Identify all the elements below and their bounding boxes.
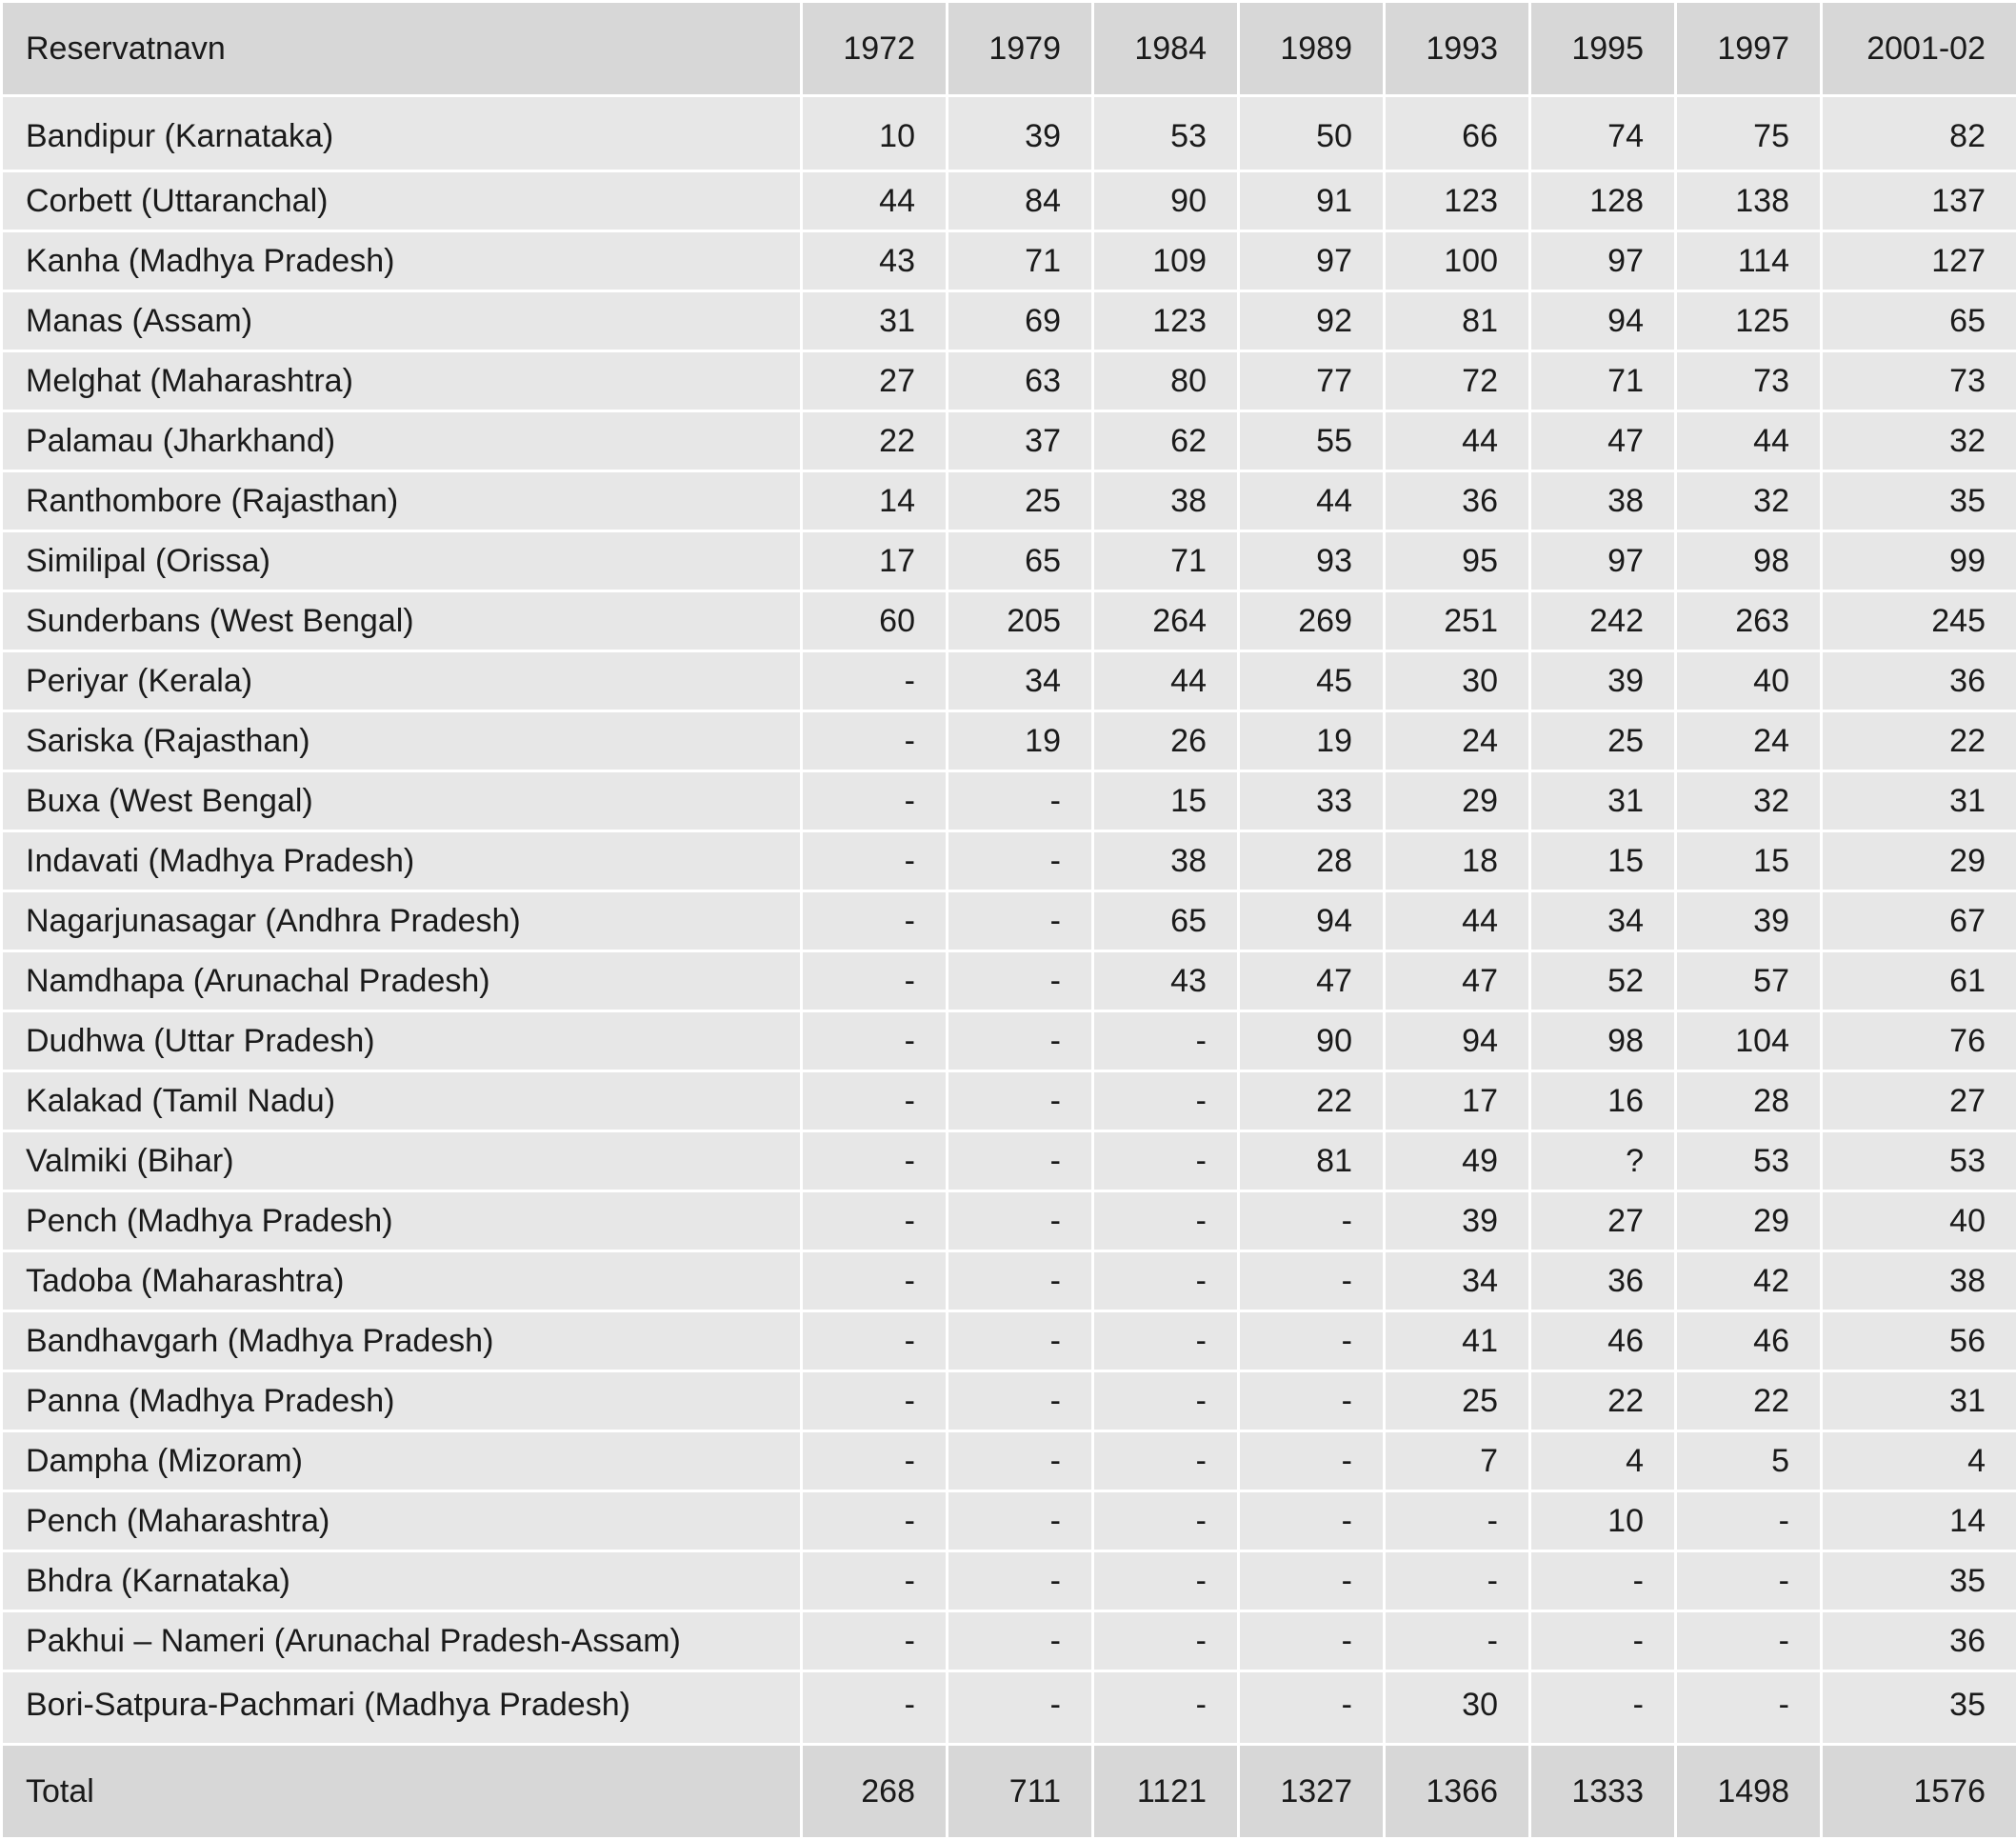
tiger-count-cell: 74 [1530, 96, 1676, 171]
tiger-count-cell: - [1239, 1431, 1385, 1491]
tiger-count-cell: - [1093, 1371, 1239, 1431]
tiger-count-cell: 73 [1822, 351, 2016, 411]
tiger-count-cell: - [948, 1371, 1093, 1431]
reserve-name-cell: Dampha (Mizoram) [2, 1431, 802, 1491]
tiger-count-cell: 73 [1676, 351, 1822, 411]
tiger-count-cell: 128 [1530, 171, 1676, 231]
table-row [2, 351, 2016, 411]
tiger-count-cell: 137 [1822, 171, 2016, 231]
total-label: Total [2, 1745, 802, 1839]
tiger-count-cell: 49 [1385, 1131, 1530, 1191]
tiger-count-cell: 205 [948, 591, 1093, 651]
tiger-count-cell: - [802, 1371, 948, 1431]
tiger-count-cell: 44 [1676, 411, 1822, 471]
table-row [2, 231, 2016, 291]
tiger-count-cell: 245 [1822, 591, 2016, 651]
table-row [2, 891, 2016, 951]
table-row [2, 1431, 2016, 1491]
tiger-count-cell: - [1093, 1251, 1239, 1311]
tiger-count-cell: 46 [1530, 1311, 1676, 1371]
tiger-count-cell: - [948, 1611, 1093, 1671]
tiger-count-cell: - [1676, 1671, 1822, 1745]
table-row [2, 1071, 2016, 1131]
tiger-count-cell: 269 [1239, 591, 1385, 651]
tiger-count-cell: - [1676, 1551, 1822, 1611]
table-row [2, 1191, 2016, 1251]
tiger-count-cell: 53 [1093, 96, 1239, 171]
table-row [2, 1371, 2016, 1431]
tiger-count-cell: 66 [1385, 96, 1530, 171]
tiger-count-cell: - [802, 1191, 948, 1251]
tiger-count-cell: 100 [1385, 231, 1530, 291]
tiger-count-cell: 97 [1530, 231, 1676, 291]
reserve-name-cell: Nagarjunasagar (Andhra Pradesh) [2, 891, 802, 951]
tiger-count-cell: - [1239, 1191, 1385, 1251]
tiger-count-cell: - [1093, 1131, 1239, 1191]
tiger-count-cell: - [802, 711, 948, 771]
reserve-name-cell: Panna (Madhya Pradesh) [2, 1371, 802, 1431]
tiger-count-cell: 44 [1385, 411, 1530, 471]
tiger-count-cell: 93 [1239, 531, 1385, 591]
column-header-year: 1979 [948, 2, 1093, 96]
tiger-count-cell: 94 [1530, 291, 1676, 351]
tiger-count-cell: - [948, 1311, 1093, 1371]
reserve-name-cell: Valmiki (Bihar) [2, 1131, 802, 1191]
tiger-count-cell: 52 [1530, 951, 1676, 1011]
table-row [2, 1131, 2016, 1191]
tiger-count-cell: 15 [1676, 831, 1822, 891]
table-row [2, 411, 2016, 471]
tiger-count-cell: - [802, 651, 948, 711]
table-row [2, 1671, 2016, 1745]
tiger-count-cell: 75 [1676, 96, 1822, 171]
tiger-count-cell: 27 [802, 351, 948, 411]
tiger-count-cell: 16 [1530, 1071, 1676, 1131]
tiger-count-cell: - [1093, 1431, 1239, 1491]
tiger-count-cell: 98 [1676, 531, 1822, 591]
reserve-name-cell: Tadoba (Maharashtra) [2, 1251, 802, 1311]
tiger-count-cell: 65 [1822, 291, 2016, 351]
table-row [2, 951, 2016, 1011]
header-row [2, 2, 2016, 96]
tiger-count-cell: 22 [1822, 711, 2016, 771]
tiger-count-cell: 65 [948, 531, 1093, 591]
tiger-count-cell: 34 [1530, 891, 1676, 951]
tiger-count-cell: 5 [1676, 1431, 1822, 1491]
tiger-count-cell: 35 [1822, 471, 2016, 531]
tiger-count-cell: 38 [1093, 471, 1239, 531]
tiger-count-cell: 71 [1530, 351, 1676, 411]
tiger-count-cell: - [1093, 1011, 1239, 1071]
tiger-count-cell: - [802, 1071, 948, 1131]
table-row [2, 171, 2016, 231]
tiger-count-cell: - [802, 1011, 948, 1071]
tiger-count-cell: 27 [1822, 1071, 2016, 1131]
reserve-name-cell: Sariska (Rajasthan) [2, 711, 802, 771]
reserve-name-cell: Melghat (Maharashtra) [2, 351, 802, 411]
tiger-count-cell: - [1530, 1671, 1676, 1745]
total-cell: 1333 [1530, 1745, 1676, 1839]
tiger-count-cell: 27 [1530, 1191, 1676, 1251]
tiger-count-cell: 34 [948, 651, 1093, 711]
tiger-count-cell: 251 [1385, 591, 1530, 651]
tiger-count-cell: 50 [1239, 96, 1385, 171]
tiger-count-cell: 36 [1530, 1251, 1676, 1311]
column-header-year: 1989 [1239, 2, 1385, 96]
tiger-count-cell: 32 [1822, 411, 2016, 471]
tiger-count-cell: - [1093, 1311, 1239, 1371]
tiger-count-cell: 22 [802, 411, 948, 471]
tiger-count-cell: 31 [1530, 771, 1676, 831]
column-header-year: 2001-02 [1822, 2, 2016, 96]
tiger-count-cell: 57 [1676, 951, 1822, 1011]
tiger-count-cell: - [1530, 1551, 1676, 1611]
reserve-name-cell: Pench (Madhya Pradesh) [2, 1191, 802, 1251]
tiger-count-cell: - [948, 1431, 1093, 1491]
tiger-count-cell: 19 [1239, 711, 1385, 771]
tiger-count-cell: - [948, 1191, 1093, 1251]
tiger-count-cell: 37 [948, 411, 1093, 471]
reserve-name-cell: Bori-Satpura-Pachmari (Madhya Pradesh) [2, 1671, 802, 1745]
tiger-count-cell: 31 [1822, 1371, 2016, 1431]
tiger-count-cell: 71 [948, 231, 1093, 291]
tiger-count-cell: - [948, 1071, 1093, 1131]
tiger-count-cell: - [802, 1671, 948, 1745]
tiger-count-cell: 17 [802, 531, 948, 591]
tiger-count-cell: 77 [1239, 351, 1385, 411]
reserve-name-cell: Namdhapa (Arunachal Pradesh) [2, 951, 802, 1011]
table-row [2, 96, 2016, 171]
tiger-count-cell: - [802, 1611, 948, 1671]
tiger-count-cell: - [948, 771, 1093, 831]
total-cell: 1327 [1239, 1745, 1385, 1839]
tiger-count-cell: 19 [948, 711, 1093, 771]
tiger-count-cell: - [948, 831, 1093, 891]
total-row [2, 1745, 2016, 1839]
tiger-count-cell: - [1093, 1551, 1239, 1611]
tiger-count-cell: - [1530, 1611, 1676, 1671]
tiger-count-cell: 35 [1822, 1551, 2016, 1611]
tiger-count-cell: 61 [1822, 951, 2016, 1011]
tiger-count-cell: 92 [1239, 291, 1385, 351]
tiger-count-cell: 32 [1676, 771, 1822, 831]
tiger-count-cell: 36 [1822, 651, 2016, 711]
reserve-name-cell: Bandipur (Karnataka) [2, 96, 802, 171]
tiger-count-cell: 40 [1822, 1191, 2016, 1251]
tiger-count-cell: 43 [1093, 951, 1239, 1011]
reserve-name-cell: Kalakad (Tamil Nadu) [2, 1071, 802, 1131]
tiger-count-cell: - [1093, 1671, 1239, 1745]
tiger-count-cell: 14 [802, 471, 948, 531]
tiger-count-cell: 44 [1385, 891, 1530, 951]
table-row [2, 1551, 2016, 1611]
tiger-count-cell: - [948, 1551, 1093, 1611]
table-row [2, 711, 2016, 771]
tiger-count-cell: 30 [1385, 651, 1530, 711]
tiger-count-cell: 31 [1822, 771, 2016, 831]
tiger-count-cell: 38 [1822, 1251, 2016, 1311]
tiger-count-cell: 44 [1093, 651, 1239, 711]
tiger-count-cell: 24 [1385, 711, 1530, 771]
tiger-count-cell: 38 [1093, 831, 1239, 891]
tiger-count-cell: 25 [1530, 711, 1676, 771]
tiger-count-cell: 90 [1093, 171, 1239, 231]
column-header-year: 1984 [1093, 2, 1239, 96]
tiger-count-cell: 97 [1239, 231, 1385, 291]
tiger-count-cell: - [1676, 1491, 1822, 1551]
table-row [2, 831, 2016, 891]
tiger-count-cell: 40 [1676, 651, 1822, 711]
tiger-count-cell: - [1239, 1251, 1385, 1311]
table-row [2, 1251, 2016, 1311]
reserve-name-cell: Periyar (Kerala) [2, 651, 802, 711]
tiger-count-cell: 10 [1530, 1491, 1676, 1551]
tiger-count-cell: 28 [1676, 1071, 1822, 1131]
tiger-count-cell: 10 [802, 96, 948, 171]
tiger-count-cell: 81 [1385, 291, 1530, 351]
table-row [2, 651, 2016, 711]
tiger-count-cell: 39 [948, 96, 1093, 171]
table-body [2, 96, 2016, 1745]
tiger-count-cell: - [802, 831, 948, 891]
table-row [2, 291, 2016, 351]
tiger-count-cell: 98 [1530, 1011, 1676, 1071]
tiger-count-cell: 28 [1239, 831, 1385, 891]
tiger-count-cell: 41 [1385, 1311, 1530, 1371]
reserve-name-cell: Similipal (Orissa) [2, 531, 802, 591]
tiger-count-cell: 76 [1822, 1011, 2016, 1071]
tiger-count-cell: 104 [1676, 1011, 1822, 1071]
reserve-name-cell: Buxa (West Bengal) [2, 771, 802, 831]
tiger-count-cell: 33 [1239, 771, 1385, 831]
tiger-count-cell: 53 [1676, 1131, 1822, 1191]
tiger-count-cell: - [1239, 1551, 1385, 1611]
tiger-count-cell: 35 [1822, 1671, 2016, 1745]
total-cell: 1576 [1822, 1745, 2016, 1839]
tiger-count-cell: 46 [1676, 1311, 1822, 1371]
tiger-count-cell: 4 [1530, 1431, 1676, 1491]
tiger-count-cell: - [948, 1671, 1093, 1745]
reserve-name-cell: Sunderbans (West Bengal) [2, 591, 802, 651]
table-row [2, 1491, 2016, 1551]
tiger-count-cell: 7 [1385, 1431, 1530, 1491]
reserve-name-cell: Indavati (Madhya Pradesh) [2, 831, 802, 891]
tiger-count-cell: - [1385, 1611, 1530, 1671]
table-row [2, 471, 2016, 531]
table-row [2, 1611, 2016, 1671]
table-row [2, 531, 2016, 591]
tiger-count-cell: ? [1530, 1131, 1676, 1191]
tiger-count-cell: 109 [1093, 231, 1239, 291]
tiger-count-cell: 60 [802, 591, 948, 651]
tiger-count-cell: 95 [1385, 531, 1530, 591]
tiger-count-cell: - [1239, 1671, 1385, 1745]
reserve-name-cell: Dudhwa (Uttar Pradesh) [2, 1011, 802, 1071]
reserve-name-cell: Pench (Maharashtra) [2, 1491, 802, 1551]
tiger-count-cell: 114 [1676, 231, 1822, 291]
tiger-count-cell: 18 [1385, 831, 1530, 891]
tiger-count-cell: 82 [1822, 96, 2016, 171]
tiger-count-cell: - [802, 1311, 948, 1371]
tiger-count-cell: - [1676, 1611, 1822, 1671]
reserve-name-cell: Pakhui – Nameri (Arunachal Pradesh-Assam) [2, 1611, 802, 1671]
tiger-count-cell: 263 [1676, 591, 1822, 651]
tiger-count-cell: 44 [1239, 471, 1385, 531]
tiger-count-cell: 36 [1385, 471, 1530, 531]
tiger-count-cell: 32 [1676, 471, 1822, 531]
tiger-count-cell: 29 [1676, 1191, 1822, 1251]
tiger-count-cell: - [802, 1251, 948, 1311]
tiger-count-cell: 29 [1822, 831, 2016, 891]
tiger-count-cell: 29 [1385, 771, 1530, 831]
tiger-count-cell: 26 [1093, 711, 1239, 771]
tiger-count-cell: 65 [1093, 891, 1239, 951]
tiger-count-cell: 84 [948, 171, 1093, 231]
tiger-count-cell: - [1093, 1611, 1239, 1671]
tiger-count-cell: - [1239, 1371, 1385, 1431]
reserve-name-cell: Palamau (Jharkhand) [2, 411, 802, 471]
total-cell: 711 [948, 1745, 1093, 1839]
tiger-count-cell: - [1093, 1071, 1239, 1131]
tiger-count-cell: - [802, 951, 948, 1011]
reserve-name-cell: Corbett (Uttaranchal) [2, 171, 802, 231]
tiger-count-cell: 30 [1385, 1671, 1530, 1745]
tiger-count-cell: 17 [1385, 1071, 1530, 1131]
total-cell: 1121 [1093, 1745, 1239, 1839]
reserve-name-cell: Bhdra (Karnataka) [2, 1551, 802, 1611]
tiger-count-cell: - [802, 1551, 948, 1611]
tiger-count-cell: 38 [1530, 471, 1676, 531]
tiger-count-cell: 55 [1239, 411, 1385, 471]
tiger-count-cell: 94 [1385, 1011, 1530, 1071]
tiger-count-cell: 25 [1385, 1371, 1530, 1431]
tiger-count-cell: - [948, 1491, 1093, 1551]
tiger-count-cell: 138 [1676, 171, 1822, 231]
tiger-count-cell: - [1093, 1491, 1239, 1551]
column-header-reserve-name: Reservatnavn [2, 2, 802, 96]
tiger-count-cell: 36 [1822, 1611, 2016, 1671]
tiger-count-cell: 91 [1239, 171, 1385, 231]
tiger-count-cell: 39 [1385, 1191, 1530, 1251]
tiger-count-cell: 69 [948, 291, 1093, 351]
tiger-count-cell: - [802, 891, 948, 951]
column-header-year: 1995 [1530, 2, 1676, 96]
tiger-count-cell: 31 [802, 291, 948, 351]
tiger-count-cell: 53 [1822, 1131, 2016, 1191]
reserve-name-cell: Ranthombore (Rajasthan) [2, 471, 802, 531]
tiger-count-cell: 4 [1822, 1431, 2016, 1491]
reserve-name-cell: Kanha (Madhya Pradesh) [2, 231, 802, 291]
tiger-count-cell: - [1239, 1311, 1385, 1371]
table-row [2, 771, 2016, 831]
tiger-count-cell: - [802, 1491, 948, 1551]
tiger-count-cell: 71 [1093, 531, 1239, 591]
tiger-count-cell: - [948, 1131, 1093, 1191]
tiger-count-cell: 22 [1239, 1071, 1385, 1131]
tiger-count-cell: 127 [1822, 231, 2016, 291]
tiger-count-cell: - [1093, 1191, 1239, 1251]
tiger-count-cell: 72 [1385, 351, 1530, 411]
tiger-count-cell: 43 [802, 231, 948, 291]
tiger-count-cell: 15 [1093, 771, 1239, 831]
column-header-year: 1972 [802, 2, 948, 96]
tiger-count-cell: 242 [1530, 591, 1676, 651]
tiger-count-cell: - [948, 1251, 1093, 1311]
tiger-count-cell: 81 [1239, 1131, 1385, 1191]
tiger-count-cell: - [948, 1011, 1093, 1071]
tiger-count-cell: - [948, 891, 1093, 951]
tiger-count-cell: 34 [1385, 1251, 1530, 1311]
tiger-count-cell: 47 [1530, 411, 1676, 471]
table-row [2, 1311, 2016, 1371]
tiger-count-cell: 39 [1676, 891, 1822, 951]
tiger-count-cell: 47 [1385, 951, 1530, 1011]
tiger-count-cell: 25 [948, 471, 1093, 531]
tiger-count-cell: - [1239, 1491, 1385, 1551]
column-header-year: 1993 [1385, 2, 1530, 96]
tiger-count-cell: 123 [1385, 171, 1530, 231]
tiger-count-cell: - [948, 951, 1093, 1011]
total-cell: 268 [802, 1745, 948, 1839]
tiger-count-cell: 15 [1530, 831, 1676, 891]
tiger-count-cell: 39 [1530, 651, 1676, 711]
tiger-count-cell: 24 [1676, 711, 1822, 771]
column-header-year: 1997 [1676, 2, 1822, 96]
tiger-count-cell: 14 [1822, 1491, 2016, 1551]
tiger-count-cell: 94 [1239, 891, 1385, 951]
tiger-count-cell: 90 [1239, 1011, 1385, 1071]
tiger-count-cell: - [1385, 1491, 1530, 1551]
tiger-count-cell: 22 [1676, 1371, 1822, 1431]
total-cell: 1498 [1676, 1745, 1822, 1839]
tiger-count-cell: 67 [1822, 891, 2016, 951]
tiger-count-cell: 97 [1530, 531, 1676, 591]
table-row [2, 591, 2016, 651]
tiger-count-cell: - [1385, 1551, 1530, 1611]
tiger-count-cell: 45 [1239, 651, 1385, 711]
tiger-count-cell: - [802, 771, 948, 831]
tiger-count-cell: 125 [1676, 291, 1822, 351]
tiger-count-cell: 42 [1676, 1251, 1822, 1311]
reserve-name-cell: Manas (Assam) [2, 291, 802, 351]
tiger-count-cell: 80 [1093, 351, 1239, 411]
tiger-count-cell: 22 [1530, 1371, 1676, 1431]
reserve-name-cell: Bandhavgarh (Madhya Pradesh) [2, 1311, 802, 1371]
table-row [2, 1011, 2016, 1071]
tiger-count-cell: 264 [1093, 591, 1239, 651]
tiger-count-cell: 47 [1239, 951, 1385, 1011]
tiger-count-cell: 62 [1093, 411, 1239, 471]
tiger-count-cell: - [1239, 1611, 1385, 1671]
total-cell: 1366 [1385, 1745, 1530, 1839]
tiger-count-cell: 44 [802, 171, 948, 231]
tiger-count-cell: - [802, 1431, 948, 1491]
tiger-count-cell: 63 [948, 351, 1093, 411]
tiger-count-cell: - [802, 1131, 948, 1191]
tiger-count-cell: 56 [1822, 1311, 2016, 1371]
tiger-count-cell: 99 [1822, 531, 2016, 591]
tiger-count-cell: 123 [1093, 291, 1239, 351]
